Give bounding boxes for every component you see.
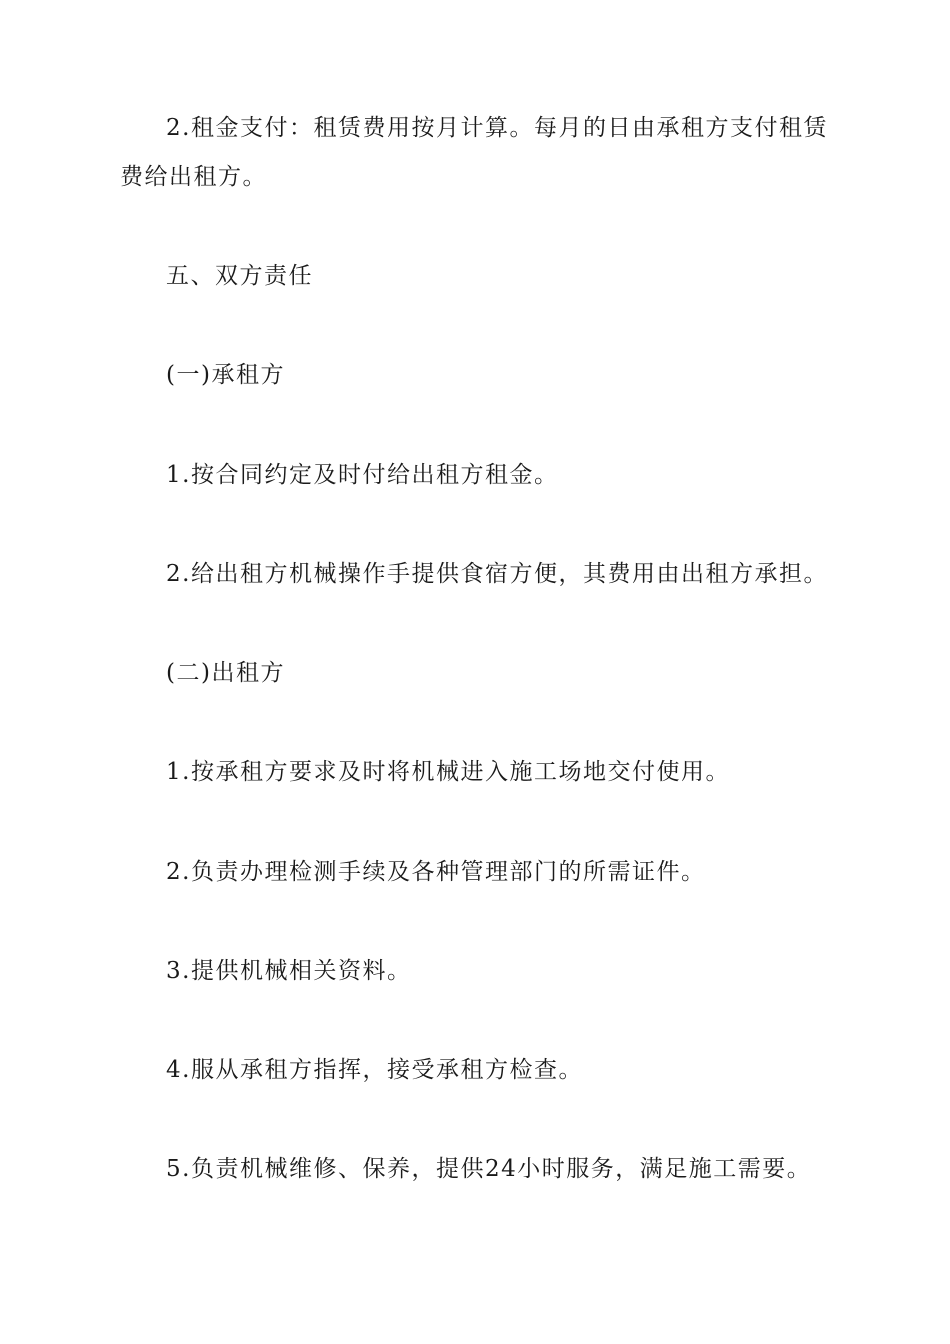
subheading-lessor: (二)出租方	[166, 660, 285, 686]
list-item: 3.提供机械相关资料。	[166, 958, 412, 984]
subheading-lessee: (一)承租方	[166, 362, 285, 388]
paragraph-rent-payment: 2.租金支付：租赁费用按月计算。每月的日由承租方支付租赁费给出租方。	[120, 115, 828, 190]
list-item: 2.负责办理检测手续及各种管理部门的所需证件。	[166, 859, 706, 885]
list-item: 2.给出租方机械操作手提供食宿方便，其费用由出租方承担。	[166, 561, 828, 587]
list-item: 1.按合同约定及时付给出租方租金。	[166, 462, 559, 488]
list-item: 5.负责机械维修、保养，提供24小时服务，满足施工需要。	[166, 1156, 812, 1182]
section-heading-responsibilities: 五、双方责任	[166, 263, 313, 289]
list-item: 4.服从承租方指挥，接受承租方检查。	[166, 1057, 583, 1083]
list-item: 1.按承租方要求及时将机械进入施工场地交付使用。	[166, 759, 730, 785]
